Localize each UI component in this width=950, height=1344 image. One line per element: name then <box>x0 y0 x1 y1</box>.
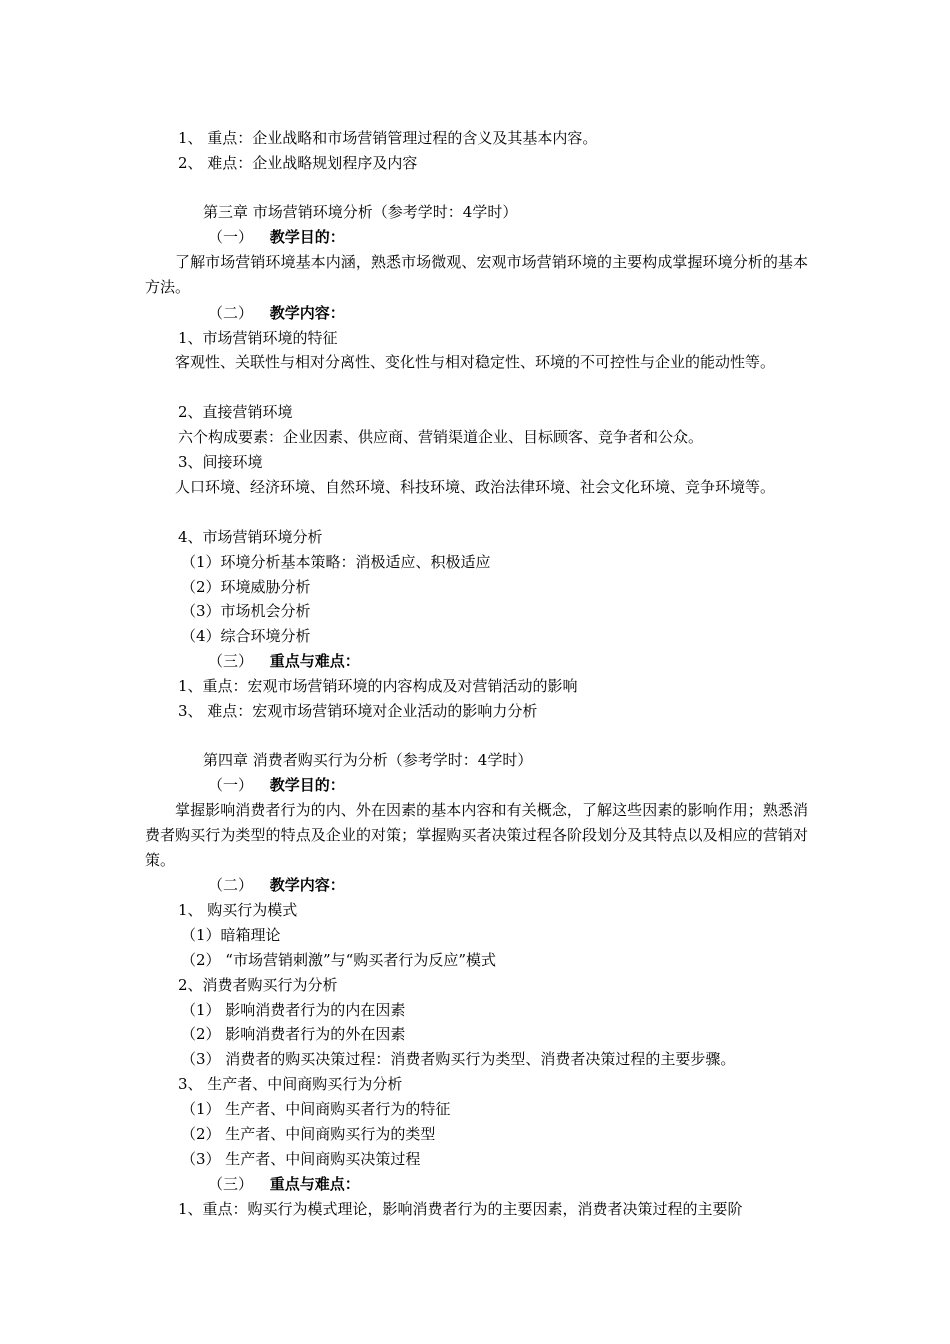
ch4-item2-3: （3） 消费者的购买决策过程：消费者购买行为类型、消费者决策过程的主要步骤。 <box>181 1050 736 1068</box>
ch4-section2-heading: （二） 教学内容： <box>208 876 345 894</box>
ch3-item1-text: 客观性、关联性与相对分离性、变化性与相对稳定性、环境的不可控性与企业的能动性等。 <box>175 353 776 371</box>
ch3-item4-2: （2）环境威胁分析 <box>181 578 311 596</box>
chapter3-title: 第三章 市场营销环境分析（参考学时：4学时） <box>203 203 518 221</box>
ch3-item3-text: 人口环境、经济环境、自然环境、科技环境、政治法律环境、社会文化环境、竞争环境等。 <box>175 478 776 496</box>
ch3-section2-heading: （二） 教学内容： <box>208 304 345 322</box>
ch4-section3-heading: （三） 重点与难点： <box>208 1175 360 1193</box>
ch3-difficulty: 3、 难点：宏观市场营销环境对企业活动的影响力分析 <box>178 702 538 720</box>
ch3-focus: 1、重点：宏观市场营销环境的内容构成及对营销活动的影响 <box>178 677 578 695</box>
ch3-item2-text: 六个构成要素：企业因素、供应商、营销渠道企业、目标顾客、竞争者和公众。 <box>178 428 704 446</box>
ch4-item1-2: （2） “市场营销刺激”与“购买者行为反应”模式 <box>181 951 496 969</box>
ch3-objective-text: 了解市场营销环境基本内涵，熟悉市场微观、宏观市场营销环境的主要构成掌握环境分析的基本方法。 <box>145 253 808 296</box>
ch3-item3: 3、间接环境 <box>178 453 263 471</box>
ch4-item2: 2、消费者购买行为分析 <box>178 976 338 994</box>
ch4-section1-heading: （一） 教学目的： <box>208 776 345 794</box>
ch2-focus: 1、 重点：企业战略和市场营销管理过程的含义及其基本内容。 <box>178 129 598 147</box>
ch3-item4-1: （1）环境分析基本策略：消极适应、积极适应 <box>181 553 491 571</box>
ch3-section1-heading: （一） 教学目的： <box>208 228 345 246</box>
ch4-item3-1: （1） 生产者、中间商购买者行为的特征 <box>181 1100 451 1118</box>
ch4-item2-2: （2） 影响消费者行为的外在因素 <box>181 1025 406 1043</box>
ch4-item3: 3、 生产者、中间商购买行为分析 <box>178 1075 403 1093</box>
ch3-section3-heading: （三） 重点与难点： <box>208 652 360 670</box>
ch4-item2-1: （1） 影响消费者行为的内在因素 <box>181 1001 406 1019</box>
ch4-item1-1: （1）暗箱理论 <box>181 926 281 944</box>
ch4-item1: 1、 购买行为模式 <box>178 901 298 919</box>
ch4-focus: 1、重点：购买行为模式理论，影响消费者行为的主要因素，消费者决策过程的主要阶 <box>178 1200 743 1218</box>
ch4-objective-text: 掌握影响消费者行为的内、外在因素的基本内容和有关概念，了解这些因素的影响作用；熟悉消费者购买行为类型的特点及企业的对策；掌握购买者决策过程各阶段划分及其特点以及相应的营销对策。 <box>145 801 808 869</box>
ch3-item4-4: （4）综合环境分析 <box>181 627 311 645</box>
ch4-item3-3: （3） 生产者、中间商购买决策过程 <box>181 1150 421 1168</box>
ch3-item2: 2、直接营销环境 <box>178 403 293 421</box>
ch3-item4: 4、市场营销环境分析 <box>178 528 323 546</box>
chapter4-title: 第四章 消费者购买行为分析（参考学时：4学时） <box>203 751 533 769</box>
ch3-item4-3: （3）市场机会分析 <box>181 602 311 620</box>
ch3-item1: 1、市场营销环境的特征 <box>178 329 338 347</box>
ch2-difficulty: 2、 难点：企业战略规划程序及内容 <box>178 154 418 172</box>
ch4-item3-2: （2） 生产者、中间商购买行为的类型 <box>181 1125 436 1143</box>
